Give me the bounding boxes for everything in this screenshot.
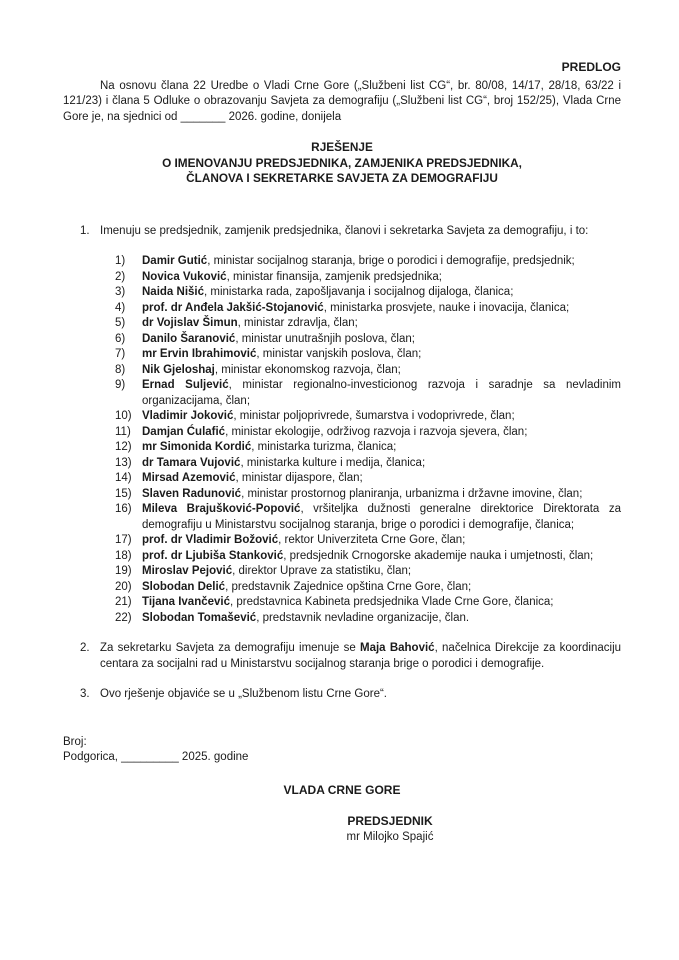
- member-number: 15): [115, 487, 132, 500]
- member-row: [100, 409, 621, 425]
- member-name: Nik Gjeloshaj: [142, 363, 215, 376]
- signatory-title: PREDSJEDNIK: [347, 814, 433, 828]
- member-row: [100, 285, 621, 301]
- place-date-line: Podgorica, _________ 2025. godine: [63, 751, 249, 763]
- members-list: [100, 254, 621, 626]
- member-name: prof. dr Vladimir Božović: [142, 534, 279, 546]
- member-name: mr Ervin Ibrahimović: [142, 348, 257, 360]
- member-number: 12): [115, 441, 132, 453]
- member-number: 16): [115, 503, 132, 515]
- member-description: , ministar finansija, zamjenik predsjednika;: [226, 270, 442, 283]
- member-row: [100, 347, 621, 363]
- member-number: 2): [115, 270, 126, 283]
- member-name: Damjan Ćulafić: [142, 425, 226, 438]
- member-number: 13): [115, 456, 132, 469]
- member-name: Vladimir Joković: [142, 410, 234, 422]
- document-title: [63, 140, 621, 187]
- member-name: prof. dr Ljubiša Stanković: [142, 549, 284, 562]
- member-description: , ministar unutrašnjih poslova, član;: [235, 332, 415, 345]
- member-name: Slaven Radunović: [142, 487, 242, 500]
- member-description: , ministar ekologije, održivog razvoja i razvoja sjevera, član;: [225, 425, 528, 438]
- list-item-3: [80, 687, 621, 703]
- member-description: , predstavnica Kabineta predsjednika Vlade Crne Gore, članica;: [230, 596, 554, 608]
- member-number: 10): [115, 410, 132, 422]
- member-number: 14): [115, 472, 132, 484]
- member-number: 11): [115, 425, 131, 438]
- member-description: , predstavnik nevladine organizacije, član.: [256, 611, 470, 624]
- list-item-2: [80, 641, 621, 672]
- member-row: [100, 564, 621, 580]
- member-row: [100, 363, 621, 379]
- signature-block: [63, 814, 621, 845]
- item-number: 2.: [80, 642, 90, 654]
- member-number: 8): [115, 363, 126, 376]
- member-description: , ministarka turizma, članica;: [251, 441, 397, 453]
- member-name: prof. dr Anđela Jakšić-Stojanović: [142, 301, 324, 314]
- member-description: , ministarka prosvjete, nauke i inovacija, članica;: [323, 301, 570, 314]
- member-name: Mileva Brajušković-Popović: [142, 503, 301, 515]
- member-name: Danilo Šaranović: [142, 332, 236, 345]
- document-tag: PREDLOG: [561, 60, 621, 74]
- item-2-text: Za sekretarku Savjeta za demografiju imenuje se Maja Bahović, načelnica Direkcije za koordinaciju centara za socijalni rad u Ministarstvu socijalnog staranja brige o porodici i demografije.: [100, 642, 622, 670]
- member-row: [100, 332, 621, 348]
- member-name: Tijana Ivančević: [142, 596, 231, 608]
- signatory-name: mr Milojko Spajić: [346, 830, 434, 843]
- member-name: Slobodan Delić: [142, 580, 226, 593]
- member-row: [100, 487, 621, 503]
- member-description: , ministar dijaspore, član;: [235, 472, 363, 484]
- member-row: [100, 533, 621, 549]
- member-number: 5): [115, 317, 126, 329]
- item-number: 1.: [80, 224, 90, 237]
- member-description: , ministar zdravlja, član;: [237, 317, 358, 329]
- footer-block: [63, 735, 621, 766]
- member-row: [100, 549, 621, 565]
- member-number: 7): [115, 348, 126, 360]
- member-description: , vršiteljka dužnosti generalne direktorice Direktorata za demografiju u Ministarstvu socijalnog staranja, brige o porodici i demografije, članica;: [142, 503, 621, 531]
- member-name: Slobodan Tomašević: [142, 611, 257, 624]
- item-number: 3.: [80, 688, 90, 700]
- member-row: [100, 254, 621, 270]
- member-description: , ministar regionalno-investicionog razvoja i saradnje sa nevladinim organizacijama, član;: [142, 379, 621, 407]
- member-name: mr Simonida Kordić: [142, 441, 252, 453]
- member-number: 4): [115, 301, 126, 314]
- member-row: [100, 580, 621, 596]
- title-line-1: RJEŠENJE: [311, 140, 373, 154]
- intro-paragraph: Na osnovu člana 22 Uredbe o Vladi Crne Gore („Službeni list CG“, br. 80/08, 14/17, 28/18, 63/22 i 121/23) i člana 5 Odluke o obrazovanju Savjeta za demografiju („Službeni list CG“, broj 152/25), Vlada Crne Gore je, na sjednici od _______ 2026. godine, donijela: [63, 79, 621, 123]
- title-line-2: O IMENOVANJU PREDSJEDNIKA, ZAMJENIKA PREDSJEDNIKA,: [162, 155, 522, 170]
- member-row: [100, 316, 621, 332]
- member-number: 21): [115, 596, 132, 608]
- member-row: [100, 502, 621, 533]
- member-row: [100, 378, 621, 409]
- member-description: , rektor Univerziteta Crne Gore, član;: [278, 534, 466, 546]
- member-name: Ernad Suljević: [142, 379, 229, 391]
- member-number: 22): [115, 611, 132, 624]
- member-row: [100, 425, 621, 441]
- member-description: , ministar poljoprivrede, šumarstva i vodoprivrede, član;: [233, 410, 515, 422]
- member-number: 9): [115, 379, 126, 391]
- member-row: [100, 301, 621, 317]
- member-name: dr Tamara Vujović: [142, 456, 241, 469]
- member-row: [100, 440, 621, 456]
- member-description: , ministar prostornog planiranja, urbanizma i državne imovine, član;: [241, 487, 583, 500]
- government-name: VLADA CRNE GORE: [283, 782, 401, 797]
- member-name: Novica Vuković: [142, 270, 227, 283]
- member-row: [100, 611, 621, 627]
- member-description: , predsjednik Crnogorske akademije nauka i umjetnosti, član;: [283, 549, 594, 562]
- member-number: 19): [115, 565, 132, 577]
- member-description: , ministar vanjskih poslova, član;: [256, 348, 422, 360]
- member-row: [100, 595, 621, 611]
- member-name: Damir Gutić: [142, 255, 208, 267]
- member-description: , direktor Uprave za statistiku, član;: [232, 565, 412, 577]
- secretary-name: Maja Bahović: [359, 642, 435, 654]
- member-number: 1): [115, 255, 126, 267]
- title-line-3: ČLANOVA I SEKRETARKE SAVJETA ZA DEMOGRAFIJU: [186, 171, 498, 185]
- member-name: Miroslav Pejović: [142, 565, 233, 577]
- member-number: 6): [115, 332, 126, 345]
- item-1-text: Imenuju se predsjednik, zamjenik predsjednika, članovi i sekretarka Savjeta za demografiju, i to:: [100, 224, 589, 237]
- member-name: Naida Nišić: [142, 286, 204, 298]
- member-number: 20): [115, 580, 132, 593]
- member-row: [100, 270, 621, 286]
- member-name: dr Vojislav Šimun: [142, 317, 238, 329]
- list-item-1: [80, 224, 621, 627]
- item-3-text: Ovo rješenje objaviće se u „Službenom listu Crne Gore“.: [100, 688, 387, 700]
- member-description: , predstavnik Zajednice opština Crne Gore, član;: [225, 580, 472, 593]
- member-number: 17): [115, 534, 132, 546]
- member-description: , ministar socijalnog staranja, brige o porodici i demografije, predsjednik;: [207, 255, 575, 267]
- member-number: 3): [115, 286, 126, 298]
- member-name: Mirsad Azemović: [142, 472, 236, 484]
- member-description: , ministarka rada, zapošljavanja i socijalnog dijaloga, članica;: [204, 286, 514, 298]
- member-row: [100, 456, 621, 472]
- member-description: , ministar ekonomskog razvoja, član;: [214, 363, 401, 376]
- number-label: Broj:: [63, 735, 87, 748]
- member-number: 18): [115, 549, 132, 562]
- member-description: , ministarka kulture i medija, članica;: [240, 456, 426, 469]
- main-list: [63, 224, 621, 703]
- member-row: [100, 471, 621, 487]
